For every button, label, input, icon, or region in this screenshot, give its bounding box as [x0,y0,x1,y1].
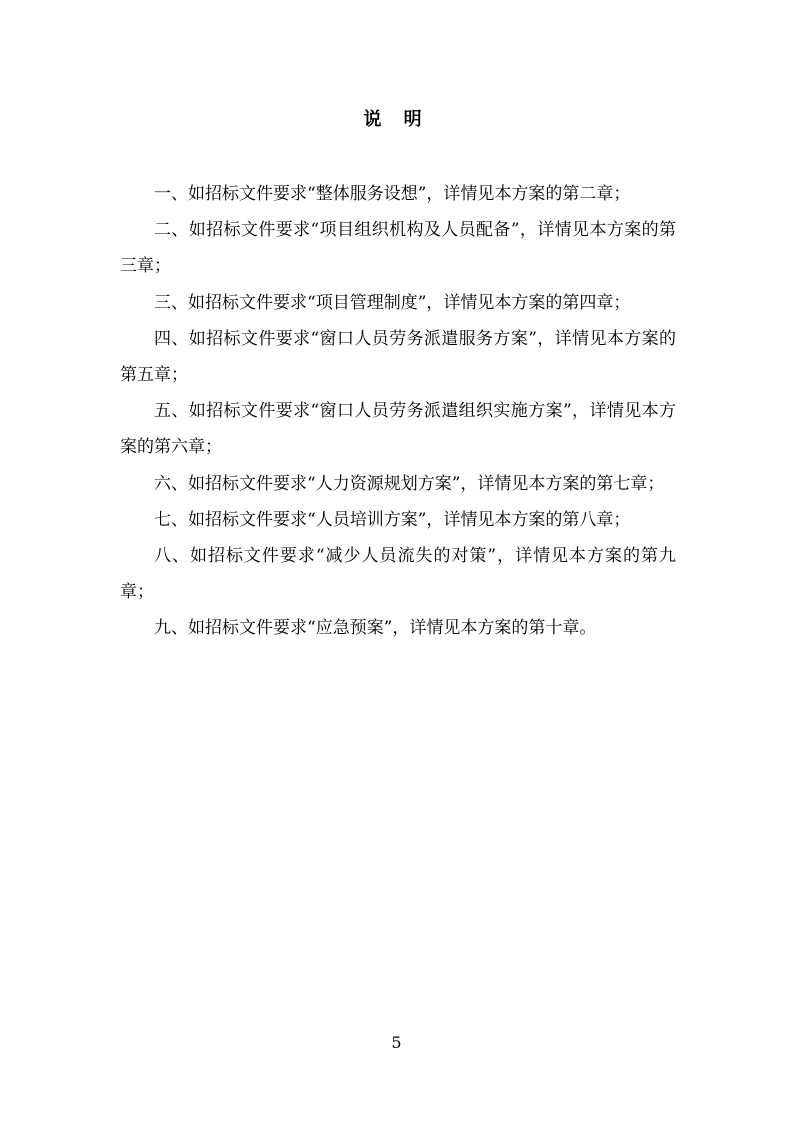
page-number: 5 [391,1033,402,1052]
paragraph-9: 九、如招标文件要求“应急预案”，详情见本方案的第十章。 [154,618,597,639]
paragraph-4: 四、如招标文件要求“窗口人员劳务派遣服务方案”，详情见本方案的第五章； [120,328,676,386]
paragraph-5: 五、如招标文件要求“窗口人员劳务派遣组织实施方案”，详情见本方案的第六章； [120,401,676,458]
document-title: 说 明 [363,109,430,130]
paragraph-8: 八、如招标文件要求“减少人员流失的对策”，详情见本方案的第九章； [120,546,676,603]
paragraph-2: 二、如招标文件要求“项目组织机构及人员配备”，详情见本方案的第三章； [120,220,676,277]
paragraph-3: 三、如招标文件要求“项目管理制度”，详情见本方案的第四章； [154,292,631,313]
paragraph-6: 六、如招标文件要求“人力资源规划方案”，详情见本方案的第七章； [154,473,665,494]
paragraph-1: 一、如招标文件要求“整体服务设想”，详情见本方案的第二章； [154,184,631,204]
document-body [120,176,676,647]
paragraph-7: 七、如招标文件要求“人员培训方案”，详情见本方案的第八章； [154,509,631,530]
